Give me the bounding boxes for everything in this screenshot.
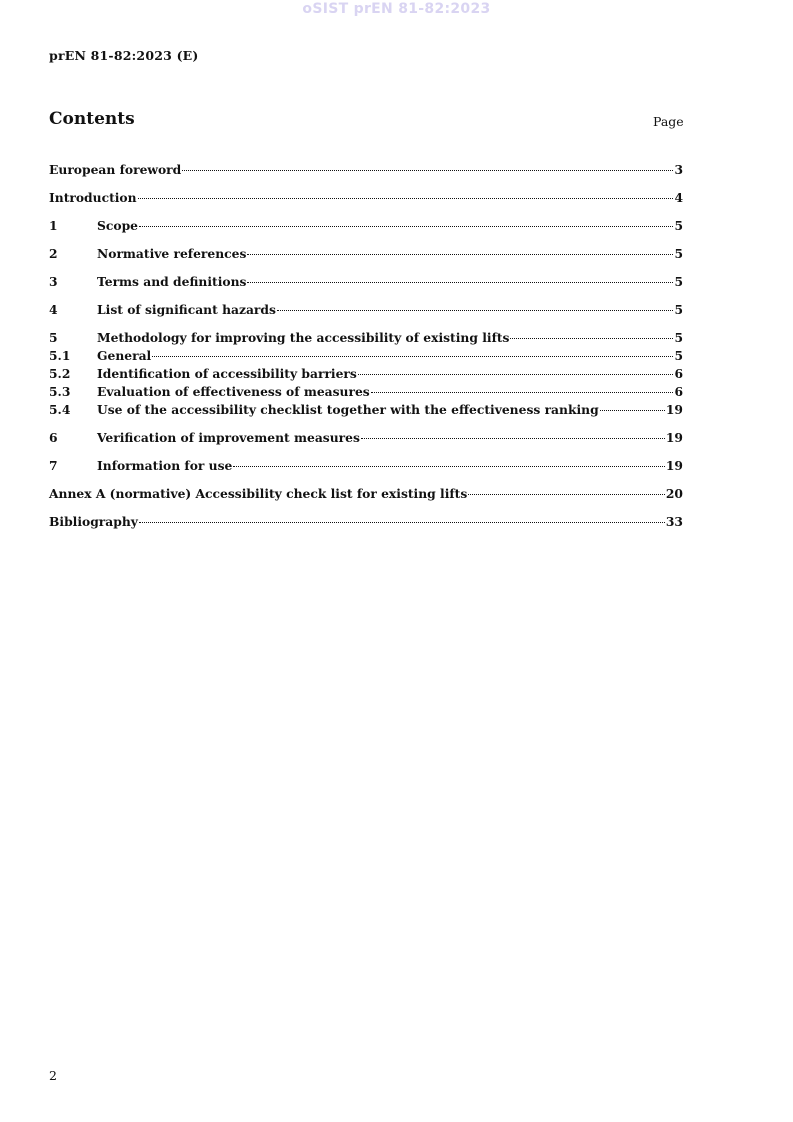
toc-dot-leader (371, 381, 674, 396)
toc-entry-page: 5 (674, 246, 683, 261)
toc-dot-leader (468, 483, 665, 498)
toc-entry-title: Information for use (97, 458, 233, 473)
toc-dot-leader (361, 427, 665, 442)
watermark: oSIST prEN 81-82:2023 (302, 1, 491, 17)
toc-entry-page: 5 (674, 274, 683, 289)
toc-entry[interactable] (49, 345, 683, 363)
toc-entry[interactable] (49, 159, 683, 177)
toc-dot-leader (233, 455, 665, 470)
toc-entry-number: 7 (49, 458, 58, 473)
toc-entry-title: Verification of improvement measures (97, 430, 360, 445)
toc-entry-number: 4 (49, 302, 58, 317)
toc-entry-title: Normative references (97, 246, 247, 261)
toc-entry[interactable] (49, 271, 683, 289)
toc-entry-title: Terms and definitions (97, 274, 247, 289)
toc-dot-leader (139, 215, 673, 230)
toc-entry-number: 2 (49, 246, 58, 261)
toc-entry-title: European foreword (49, 162, 182, 177)
toc-entry-page: 4 (674, 190, 683, 205)
toc-entry-page: 5 (674, 302, 683, 317)
toc-entry-number: 5.4 (49, 402, 71, 417)
toc-entry[interactable] (49, 299, 683, 317)
toc-entry[interactable] (49, 511, 683, 529)
toc-entry[interactable] (49, 363, 683, 381)
toc-entry-number: 5.1 (49, 348, 71, 363)
toc-entry[interactable] (49, 427, 683, 445)
toc-entry-page: 3 (674, 162, 683, 177)
page-column-label: Page (653, 114, 684, 129)
toc-entry-title: List of significant hazards (97, 302, 276, 317)
toc-dot-leader (138, 187, 674, 202)
toc-dot-leader (152, 345, 673, 360)
toc-entry-title: Methodology for improving the accessibility of existing lifts (97, 330, 510, 345)
toc-entry-number: 5.2 (49, 366, 71, 381)
toc-entry-title: Scope (97, 218, 138, 233)
toc-dot-leader (358, 363, 674, 378)
toc-dot-leader (139, 511, 665, 526)
toc-entry-page: 19 (665, 458, 683, 473)
toc-entry-title: Identification of accessibility barriers (97, 366, 357, 381)
toc-entry-title: Annex A (normative) Accessibility check list for existing lifts (49, 486, 468, 501)
toc-entry-title: General (97, 348, 152, 363)
toc-dot-leader (510, 327, 673, 342)
toc-entry-title: Use of the accessibility checklist together with the effectiveness ranking (97, 402, 599, 417)
toc-entry-number: 5 (49, 330, 58, 345)
toc-entry[interactable] (49, 187, 683, 205)
toc-dot-leader (247, 271, 673, 286)
toc-entry-page: 20 (665, 486, 683, 501)
toc-entry-title: Introduction (49, 190, 137, 205)
toc-entry[interactable] (49, 215, 683, 233)
toc-entry-number: 6 (49, 430, 58, 445)
toc-entry-page: 6 (674, 384, 683, 399)
toc-entry[interactable] (49, 399, 683, 417)
toc-dot-leader (277, 299, 674, 314)
table-of-contents (49, 159, 683, 529)
toc-entry[interactable] (49, 243, 683, 261)
toc-entry-page: 5 (674, 330, 683, 345)
toc-entry-page: 5 (674, 348, 683, 363)
toc-entry-number: 5.3 (49, 384, 71, 399)
toc-entry[interactable] (49, 455, 683, 473)
document-reference: prEN 81-82:2023 (E) (49, 48, 199, 63)
toc-entry[interactable] (49, 327, 683, 345)
toc-entry-page: 33 (665, 514, 683, 529)
toc-entry-title: Evaluation of effectiveness of measures (97, 384, 370, 399)
toc-dot-leader (600, 399, 665, 414)
toc-entry-page: 5 (674, 218, 683, 233)
toc-entry-number: 3 (49, 274, 58, 289)
toc-entry[interactable] (49, 381, 683, 399)
toc-entry-page: 19 (665, 402, 683, 417)
toc-dot-leader (247, 243, 673, 258)
toc-entry-title: Bibliography (49, 514, 138, 529)
page-number: 2 (49, 1068, 57, 1083)
toc-entry[interactable] (49, 483, 683, 501)
toc-dot-leader (182, 159, 673, 174)
toc-entry-page: 19 (665, 430, 683, 445)
toc-entry-page: 6 (674, 366, 683, 381)
contents-heading: Contents (49, 109, 135, 129)
toc-entry-number: 1 (49, 218, 58, 233)
